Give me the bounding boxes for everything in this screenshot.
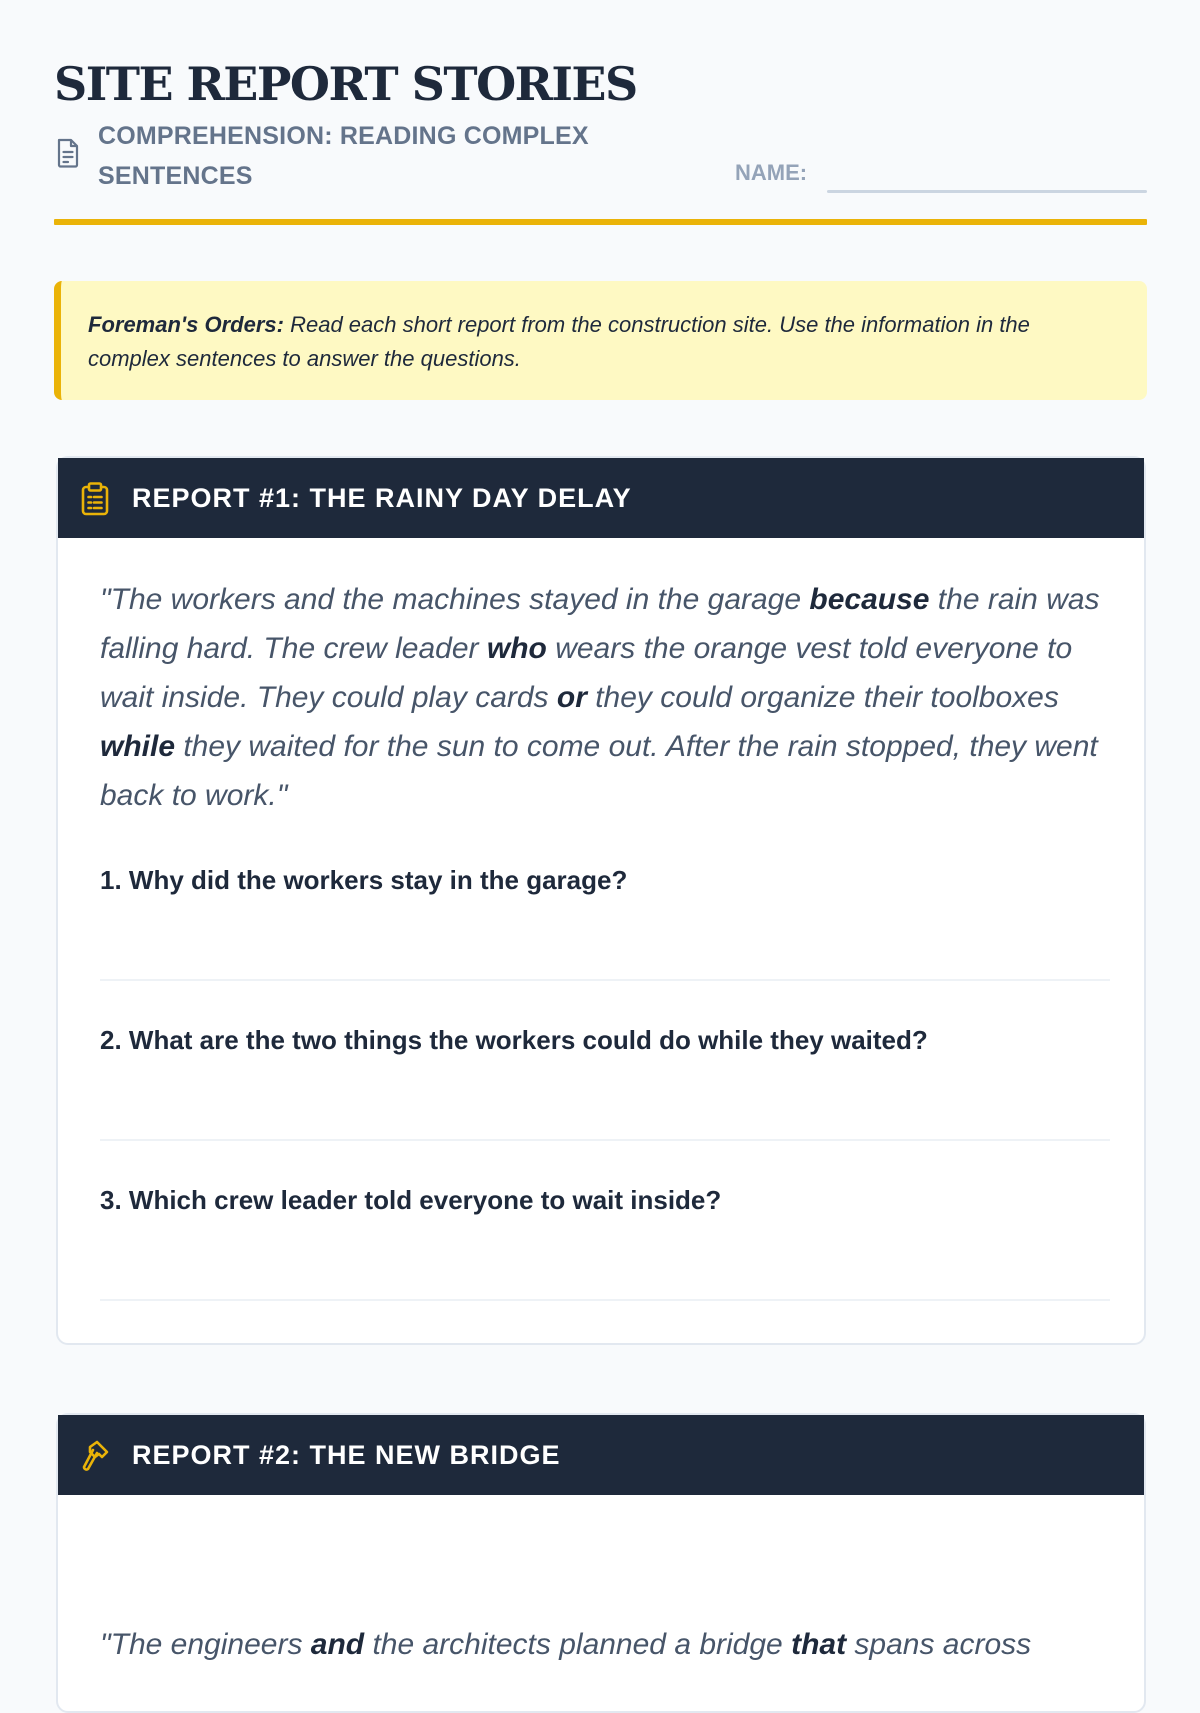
report-title: REPORT #1: THE RAINY DAY DELAY xyxy=(132,483,632,513)
clipboard-icon xyxy=(80,482,110,516)
foreman-orders-callout xyxy=(54,281,1147,400)
story-text: "The workers and the machines stayed in the garage xyxy=(100,583,810,616)
question-1: 1. Why did the workers stay in the garage? xyxy=(100,865,628,895)
orders-text: Read each short report from the construction site. Use the information in the complex sentences to answer the questions. xyxy=(88,312,1030,371)
keyword: or xyxy=(556,681,587,714)
name-field-line[interactable] xyxy=(827,190,1147,193)
answer-line-2[interactable] xyxy=(100,1139,1110,1141)
keyword: while xyxy=(100,730,176,763)
report-card-2 xyxy=(56,1413,1146,1713)
orders-label: Foreman's Orders: xyxy=(88,312,284,337)
report-header xyxy=(58,458,1144,538)
header-divider xyxy=(54,219,1147,225)
page-subtitle: COMPREHENSION: READING COMPLEX SENTENCES xyxy=(98,122,589,190)
hammer-icon xyxy=(80,1439,110,1473)
story-text: they could organize their toolboxes xyxy=(586,681,1059,714)
keyword: because xyxy=(809,583,930,616)
report-story xyxy=(100,575,1110,820)
question-3: 3. Which crew leader told everyone to wait inside? xyxy=(100,1185,722,1215)
question-2: 2. What are the two things the workers could do while they waited? xyxy=(100,1025,928,1055)
story-text: wears the orange vest told everyone to wait inside. They could play cards xyxy=(100,632,1073,714)
document-icon xyxy=(56,138,80,168)
report-header xyxy=(58,1415,1144,1495)
keyword: who xyxy=(486,632,547,665)
story-text: they waited for the sun to come out. After the rain stopped, they went back to work." xyxy=(100,730,1098,812)
report-story xyxy=(100,1620,1110,1669)
report-title: REPORT #2: THE NEW BRIDGE xyxy=(132,1440,561,1470)
name-label: NAME: xyxy=(735,160,808,185)
subtitle-row xyxy=(54,116,674,196)
story-text: "The engineers xyxy=(100,1628,311,1661)
answer-line-1[interactable] xyxy=(100,979,1110,981)
page-title: SITE REPORT STORIES xyxy=(54,57,637,111)
keyword: and xyxy=(310,1628,365,1661)
story-text: spans across xyxy=(846,1628,1032,1661)
story-text: the architects planned a bridge xyxy=(364,1628,792,1661)
report-card-1 xyxy=(56,456,1146,1345)
keyword: that xyxy=(791,1628,847,1661)
answer-line-3[interactable] xyxy=(100,1299,1110,1301)
story-text: the rain was falling hard. The crew leader xyxy=(100,583,1100,665)
